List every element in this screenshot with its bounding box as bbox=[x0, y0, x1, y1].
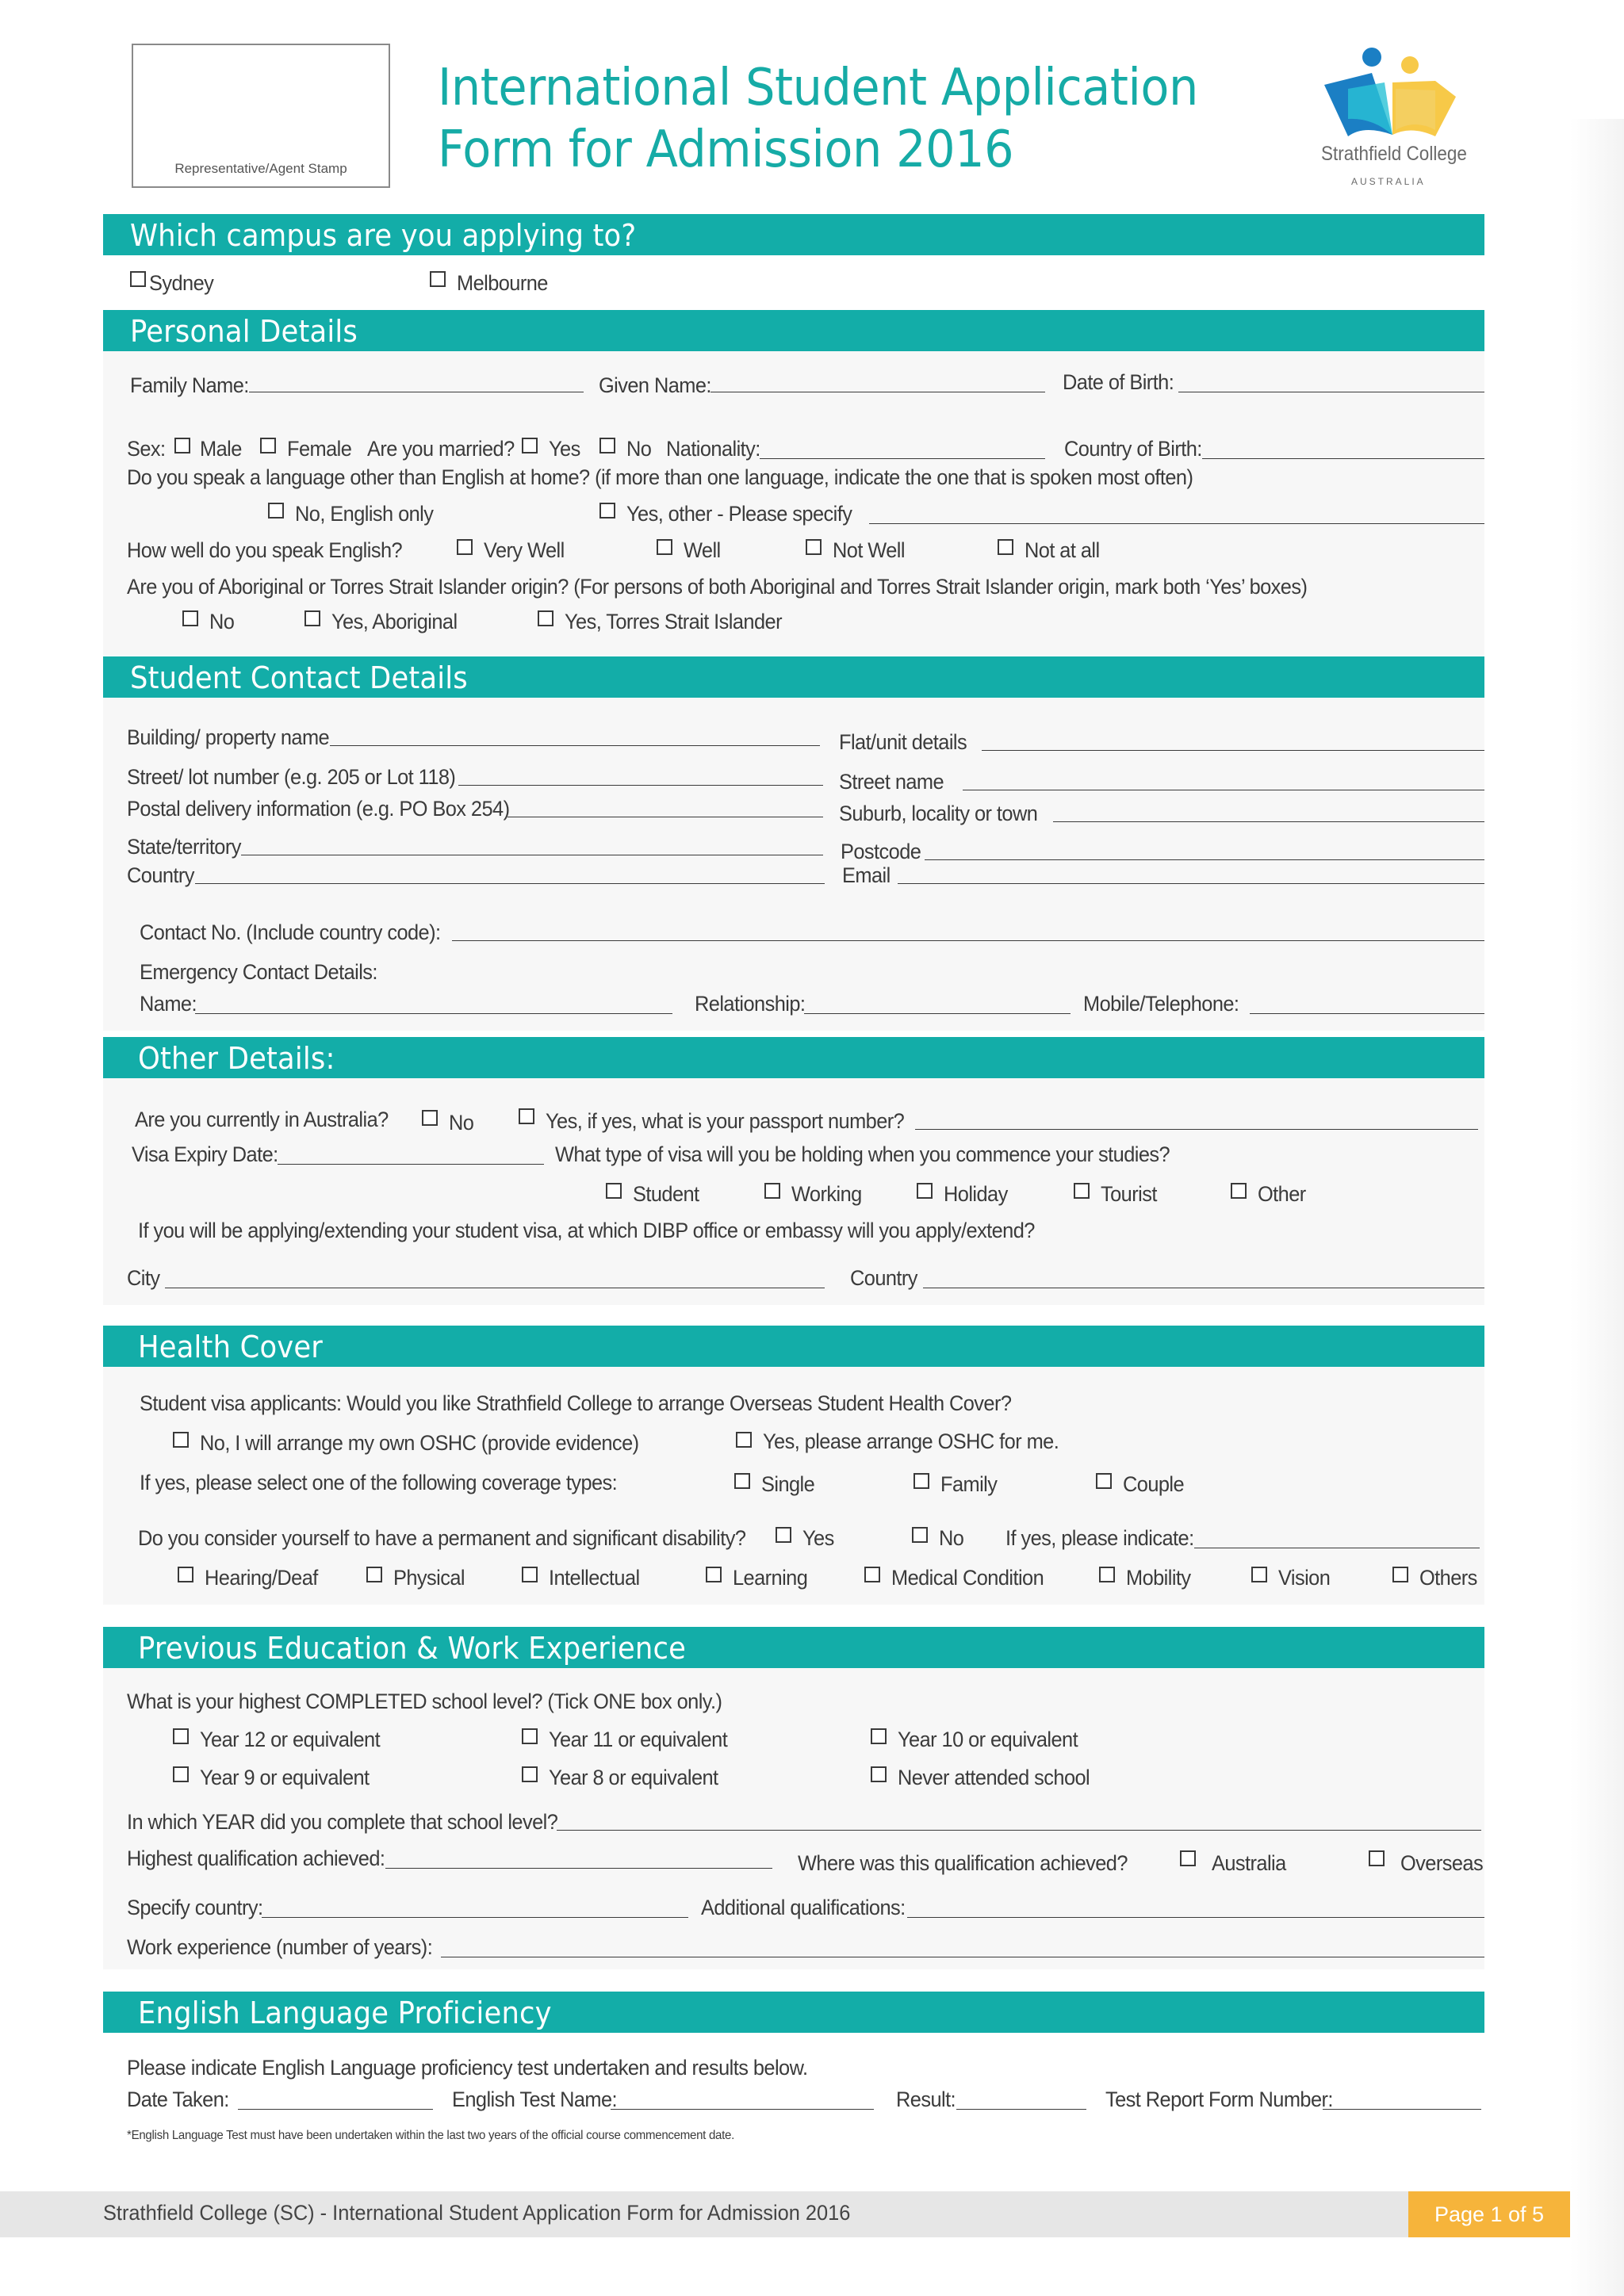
label-english-intro: Please indicate English Language proficiency test undertaken and results below. bbox=[127, 2056, 808, 2080]
section-title: English Language Proficiency bbox=[138, 1996, 552, 2030]
label-visa-working: Working bbox=[791, 1182, 862, 1206]
label-result: Result: bbox=[896, 2087, 956, 2111]
label-qual-overseas: Overseas bbox=[1400, 1851, 1484, 1875]
label-year8: Year 8 or equivalent bbox=[549, 1766, 718, 1789]
section-title: Student Contact Details bbox=[130, 660, 468, 695]
label-language-question: Do you speak a language other than English at home? (if more than one language, indicate the one that is spoken most often) bbox=[127, 465, 1193, 489]
checkbox-cover-single[interactable] bbox=[734, 1473, 750, 1489]
label-sex: Sex: bbox=[127, 437, 166, 461]
agent-stamp-box[interactable] bbox=[132, 44, 390, 188]
checkbox-aboriginal-yes[interactable] bbox=[304, 610, 320, 626]
label-mobile: Mobile/Telephone: bbox=[1083, 992, 1239, 1016]
checkbox-cover-family[interactable] bbox=[914, 1473, 929, 1489]
checkbox-intellectual[interactable] bbox=[522, 1567, 538, 1582]
label-passport-question: Yes, if yes, what is your passport number? bbox=[546, 1109, 905, 1133]
form-title-line1: International Student Application bbox=[438, 59, 1198, 117]
checkbox-not-at-all[interactable] bbox=[998, 539, 1013, 555]
checkbox-mobility[interactable] bbox=[1099, 1567, 1115, 1582]
field-nationality[interactable] bbox=[760, 458, 1045, 459]
label-in-australia: Are you currently in Australia? bbox=[135, 1108, 389, 1131]
checkbox-in-australia-no[interactable] bbox=[422, 1110, 438, 1126]
label-english-only: No, English only bbox=[295, 502, 434, 526]
label-relationship: Relationship: bbox=[695, 992, 806, 1016]
checkbox-male[interactable] bbox=[174, 438, 190, 453]
checkbox-in-australia-yes[interactable] bbox=[519, 1108, 534, 1124]
label-visa-other: Other bbox=[1258, 1182, 1306, 1206]
checkbox-sydney[interactable] bbox=[130, 271, 146, 287]
field-mobile[interactable] bbox=[1250, 1013, 1484, 1014]
checkbox-qual-overseas[interactable] bbox=[1369, 1850, 1385, 1866]
english-test-note: *English Language Test must have been undertaken within the last two years of the official course commencement date. bbox=[127, 2129, 734, 2142]
label-well: Well bbox=[684, 538, 721, 562]
label-family-name: Family Name: bbox=[130, 373, 249, 397]
label-hearing: Hearing/Deaf bbox=[205, 1566, 318, 1590]
checkbox-oshc-arrange[interactable] bbox=[736, 1432, 752, 1448]
section-header-personal bbox=[103, 310, 1484, 351]
field-trf-number[interactable] bbox=[1323, 2109, 1481, 2110]
label-highest-qualification: Highest qualification achieved: bbox=[127, 1846, 385, 1870]
checkbox-visa-other[interactable] bbox=[1231, 1183, 1247, 1199]
label-never-attended: Never attended school bbox=[898, 1766, 1090, 1789]
label-emergency-contact: Emergency Contact Details: bbox=[140, 960, 377, 984]
checkbox-melbourne[interactable] bbox=[430, 271, 446, 287]
field-result[interactable] bbox=[956, 2109, 1086, 2110]
field-suburb[interactable] bbox=[1053, 821, 1484, 822]
field-completion-year[interactable] bbox=[557, 1830, 1481, 1831]
label-street-lot: Street/ lot number (e.g. 205 or Lot 118) bbox=[127, 765, 456, 789]
label-learning: Learning bbox=[733, 1566, 808, 1590]
label-specify-country: Specify country: bbox=[127, 1896, 263, 1919]
field-specify-country[interactable] bbox=[262, 1917, 688, 1918]
checkbox-visa-working[interactable] bbox=[764, 1183, 780, 1199]
checkbox-qual-australia[interactable] bbox=[1180, 1850, 1196, 1866]
label-suburb: Suburb, locality or town bbox=[839, 802, 1038, 825]
section-title: Personal Details bbox=[130, 314, 358, 349]
label-contact-number: Contact No. (Include country code): bbox=[140, 920, 441, 944]
label-city: City bbox=[127, 1266, 160, 1290]
section-header-other bbox=[103, 1037, 1484, 1078]
field-highest-qualification[interactable] bbox=[385, 1868, 772, 1869]
checkbox-learning[interactable] bbox=[706, 1567, 722, 1582]
label-disability-indicate: If yes, please indicate: bbox=[1005, 1526, 1194, 1550]
checkbox-aboriginal-no[interactable] bbox=[182, 610, 198, 626]
label-vision: Vision bbox=[1278, 1566, 1331, 1590]
college-logo bbox=[1316, 41, 1467, 192]
checkbox-year12[interactable] bbox=[173, 1728, 189, 1744]
label-aboriginal-question: Are you of Aboriginal or Torres Strait Islander origin? (For persons of both Aboriginal and Torres Strait Islander origin, mark both ‘Yes’ boxes) bbox=[127, 575, 1308, 599]
label-year11: Year 11 or equivalent bbox=[549, 1728, 728, 1751]
field-street-lot[interactable] bbox=[458, 785, 823, 786]
checkbox-vision[interactable] bbox=[1251, 1567, 1267, 1582]
label-dob: Date of Birth: bbox=[1063, 370, 1174, 394]
checkbox-disability-yes[interactable] bbox=[776, 1527, 791, 1543]
label-not-at-all: Not at all bbox=[1025, 538, 1100, 562]
label-oshc-own: No, I will arrange my own OSHC (provide evidence) bbox=[200, 1431, 639, 1455]
label-email: Email bbox=[842, 863, 891, 887]
label-very-well: Very Well bbox=[484, 538, 565, 562]
footer-text: Strathfield College (SC) - International Student Application Form for Admission 2016 bbox=[103, 2201, 851, 2225]
label-country: Country bbox=[127, 863, 194, 887]
label-year12: Year 12 or equivalent bbox=[200, 1728, 381, 1751]
checkbox-cover-couple[interactable] bbox=[1096, 1473, 1112, 1489]
label-tsi-yes: Yes, Torres Strait Islander bbox=[565, 610, 782, 633]
label-mobility: Mobility bbox=[1126, 1566, 1191, 1590]
page-edge-shadow bbox=[1570, 119, 1624, 2296]
label-qual-australia: Australia bbox=[1212, 1851, 1286, 1875]
label-cover-family: Family bbox=[940, 1472, 998, 1496]
checkbox-visa-holiday[interactable] bbox=[917, 1183, 933, 1199]
checkbox-medical[interactable] bbox=[864, 1567, 880, 1582]
field-country[interactable] bbox=[195, 883, 825, 884]
label-country-of-birth: Country of Birth: bbox=[1064, 437, 1202, 461]
checkbox-year10[interactable] bbox=[871, 1728, 887, 1744]
label-female: Female bbox=[287, 437, 352, 461]
label-sydney: Sydney bbox=[149, 271, 214, 295]
field-relationship[interactable] bbox=[804, 1013, 1071, 1014]
checkbox-others[interactable] bbox=[1392, 1567, 1408, 1582]
label-postal: Postal delivery information (e.g. PO Box 254) bbox=[127, 797, 510, 821]
checkbox-very-well[interactable] bbox=[457, 539, 473, 555]
label-visa-student: Student bbox=[633, 1182, 699, 1206]
label-married-yes: Yes bbox=[549, 437, 580, 461]
label-visa-expiry: Visa Expiry Date: bbox=[132, 1142, 278, 1166]
section-title: Health Cover bbox=[138, 1330, 324, 1364]
label-coverage-question: If yes, please select one of the following coverage types: bbox=[140, 1471, 618, 1494]
section-header-education bbox=[103, 1627, 1484, 1668]
checkbox-physical[interactable] bbox=[366, 1567, 382, 1582]
label-postcode: Postcode bbox=[841, 840, 921, 863]
checkbox-married-yes[interactable] bbox=[522, 438, 538, 453]
checkbox-visa-student[interactable] bbox=[606, 1183, 622, 1199]
label-melbourne: Melbourne bbox=[457, 271, 548, 295]
field-visa-expiry[interactable] bbox=[278, 1164, 544, 1165]
label-qualification-where: Where was this qualification achieved? bbox=[798, 1851, 1128, 1875]
checkbox-year8[interactable] bbox=[522, 1766, 538, 1782]
label-date-taken: Date Taken: bbox=[127, 2087, 229, 2111]
logo-wordmark: Strathfield College bbox=[1321, 143, 1467, 165]
checkbox-well[interactable] bbox=[657, 539, 672, 555]
field-test-name[interactable] bbox=[611, 2109, 874, 2110]
field-flat[interactable] bbox=[982, 750, 1484, 751]
field-other-language[interactable] bbox=[869, 523, 1484, 524]
label-physical: Physical bbox=[393, 1566, 465, 1590]
section-header-english bbox=[103, 1992, 1484, 2033]
label-nationality: Nationality: bbox=[666, 437, 760, 461]
form-title-line2: Form for Admission 2016 bbox=[438, 121, 1014, 179]
label-trf-number: Test Report Form Number: bbox=[1105, 2087, 1333, 2111]
label-aboriginal-no: No bbox=[209, 610, 235, 633]
checkbox-visa-tourist[interactable] bbox=[1074, 1183, 1090, 1199]
checkbox-year11[interactable] bbox=[522, 1728, 538, 1744]
field-email[interactable] bbox=[898, 883, 1484, 884]
label-disability-no: No bbox=[939, 1526, 964, 1550]
label-disability-yes: Yes bbox=[802, 1526, 834, 1550]
label-disability-question: Do you consider yourself to have a permanent and significant disability? bbox=[138, 1526, 746, 1550]
checkbox-oshc-own[interactable] bbox=[173, 1432, 189, 1448]
field-date-taken[interactable] bbox=[238, 2109, 433, 2110]
stamp-label: Representative/Agent Stamp bbox=[174, 161, 347, 176]
label-school-question: What is your highest COMPLETED school level? (Tick ONE box only.) bbox=[127, 1689, 722, 1713]
field-postcode[interactable] bbox=[925, 859, 1484, 860]
label-visa-tourist: Tourist bbox=[1101, 1182, 1157, 1206]
field-contact-number[interactable] bbox=[452, 940, 1484, 941]
label-not-well: Not Well bbox=[833, 538, 905, 562]
field-building[interactable] bbox=[330, 745, 820, 746]
section-title: Other Details: bbox=[138, 1041, 335, 1076]
logo-country: AUSTRALIA bbox=[1351, 176, 1426, 187]
field-additional-qualifications[interactable] bbox=[907, 1917, 1484, 1918]
checkbox-hearing[interactable] bbox=[178, 1567, 193, 1582]
section-title: Which campus are you applying to? bbox=[130, 218, 637, 253]
label-dibp-question: If you will be applying/extending your student visa, at which DIBP office or embassy will you apply/extend? bbox=[138, 1219, 1035, 1242]
checkbox-never-attended[interactable] bbox=[871, 1766, 887, 1782]
label-visa-type: What type of visa will you be holding when you commence your studies? bbox=[555, 1142, 1170, 1166]
label-aboriginal-yes: Yes, Aboriginal bbox=[331, 610, 458, 633]
checkbox-not-well[interactable] bbox=[806, 539, 822, 555]
label-cover-couple: Couple bbox=[1123, 1472, 1185, 1496]
section-title: Previous Education & Work Experience bbox=[138, 1631, 687, 1666]
checkbox-female[interactable] bbox=[260, 438, 276, 453]
section-header-contact bbox=[103, 656, 1484, 698]
label-others: Others bbox=[1419, 1566, 1477, 1590]
label-english-level: How well do you speak English? bbox=[127, 538, 403, 562]
page-number-badge: Page 1 of 5 bbox=[1408, 2191, 1570, 2237]
checkbox-tsi-yes[interactable] bbox=[538, 610, 553, 626]
label-male: Male bbox=[200, 437, 242, 461]
checkbox-married-no[interactable] bbox=[599, 438, 615, 453]
field-country-of-birth[interactable] bbox=[1202, 458, 1484, 459]
label-dibp-country: Country bbox=[850, 1266, 917, 1290]
label-intellectual: Intellectual bbox=[549, 1566, 640, 1590]
checkbox-english-only[interactable] bbox=[268, 503, 284, 519]
label-given-name: Given Name: bbox=[599, 373, 711, 397]
label-street-name: Street name bbox=[839, 770, 944, 794]
label-flat: Flat/unit details bbox=[839, 730, 967, 754]
label-year10: Year 10 or equivalent bbox=[898, 1728, 1078, 1751]
label-year9: Year 9 or equivalent bbox=[200, 1766, 370, 1789]
label-completion-year: In which YEAR did you complete that school level? bbox=[127, 1810, 558, 1834]
label-in-australia-no: No bbox=[449, 1111, 474, 1135]
label-other-language: Yes, other - Please specify bbox=[626, 502, 852, 526]
label-visa-holiday: Holiday bbox=[944, 1182, 1008, 1206]
label-additional-qualifications: Additional qualifications: bbox=[701, 1896, 906, 1919]
field-passport-number[interactable] bbox=[915, 1129, 1478, 1130]
page-footer bbox=[0, 2191, 1570, 2237]
label-medical: Medical Condition bbox=[891, 1566, 1044, 1590]
field-emergency-name[interactable] bbox=[195, 1013, 672, 1014]
checkbox-other-language[interactable] bbox=[599, 503, 615, 519]
label-married: Are you married? bbox=[367, 437, 515, 461]
label-emergency-name: Name: bbox=[140, 992, 197, 1016]
checkbox-disability-no[interactable] bbox=[912, 1527, 928, 1543]
label-oshc-question: Student visa applicants: Would you like Strathfield College to arrange Overseas Student Health Cover? bbox=[140, 1391, 1012, 1415]
checkbox-year9[interactable] bbox=[173, 1766, 189, 1782]
section-header-campus bbox=[103, 214, 1484, 255]
label-building: Building/ property name bbox=[127, 725, 330, 749]
label-state: State/territory bbox=[127, 835, 241, 859]
section-header-health bbox=[103, 1326, 1484, 1367]
label-married-no: No bbox=[626, 437, 652, 461]
label-cover-single: Single bbox=[761, 1472, 815, 1496]
label-work-experience: Work experience (number of years): bbox=[127, 1935, 433, 1959]
label-oshc-arrange: Yes, please arrange OSHC for me. bbox=[763, 1429, 1059, 1453]
label-test-name: English Test Name: bbox=[452, 2087, 618, 2111]
